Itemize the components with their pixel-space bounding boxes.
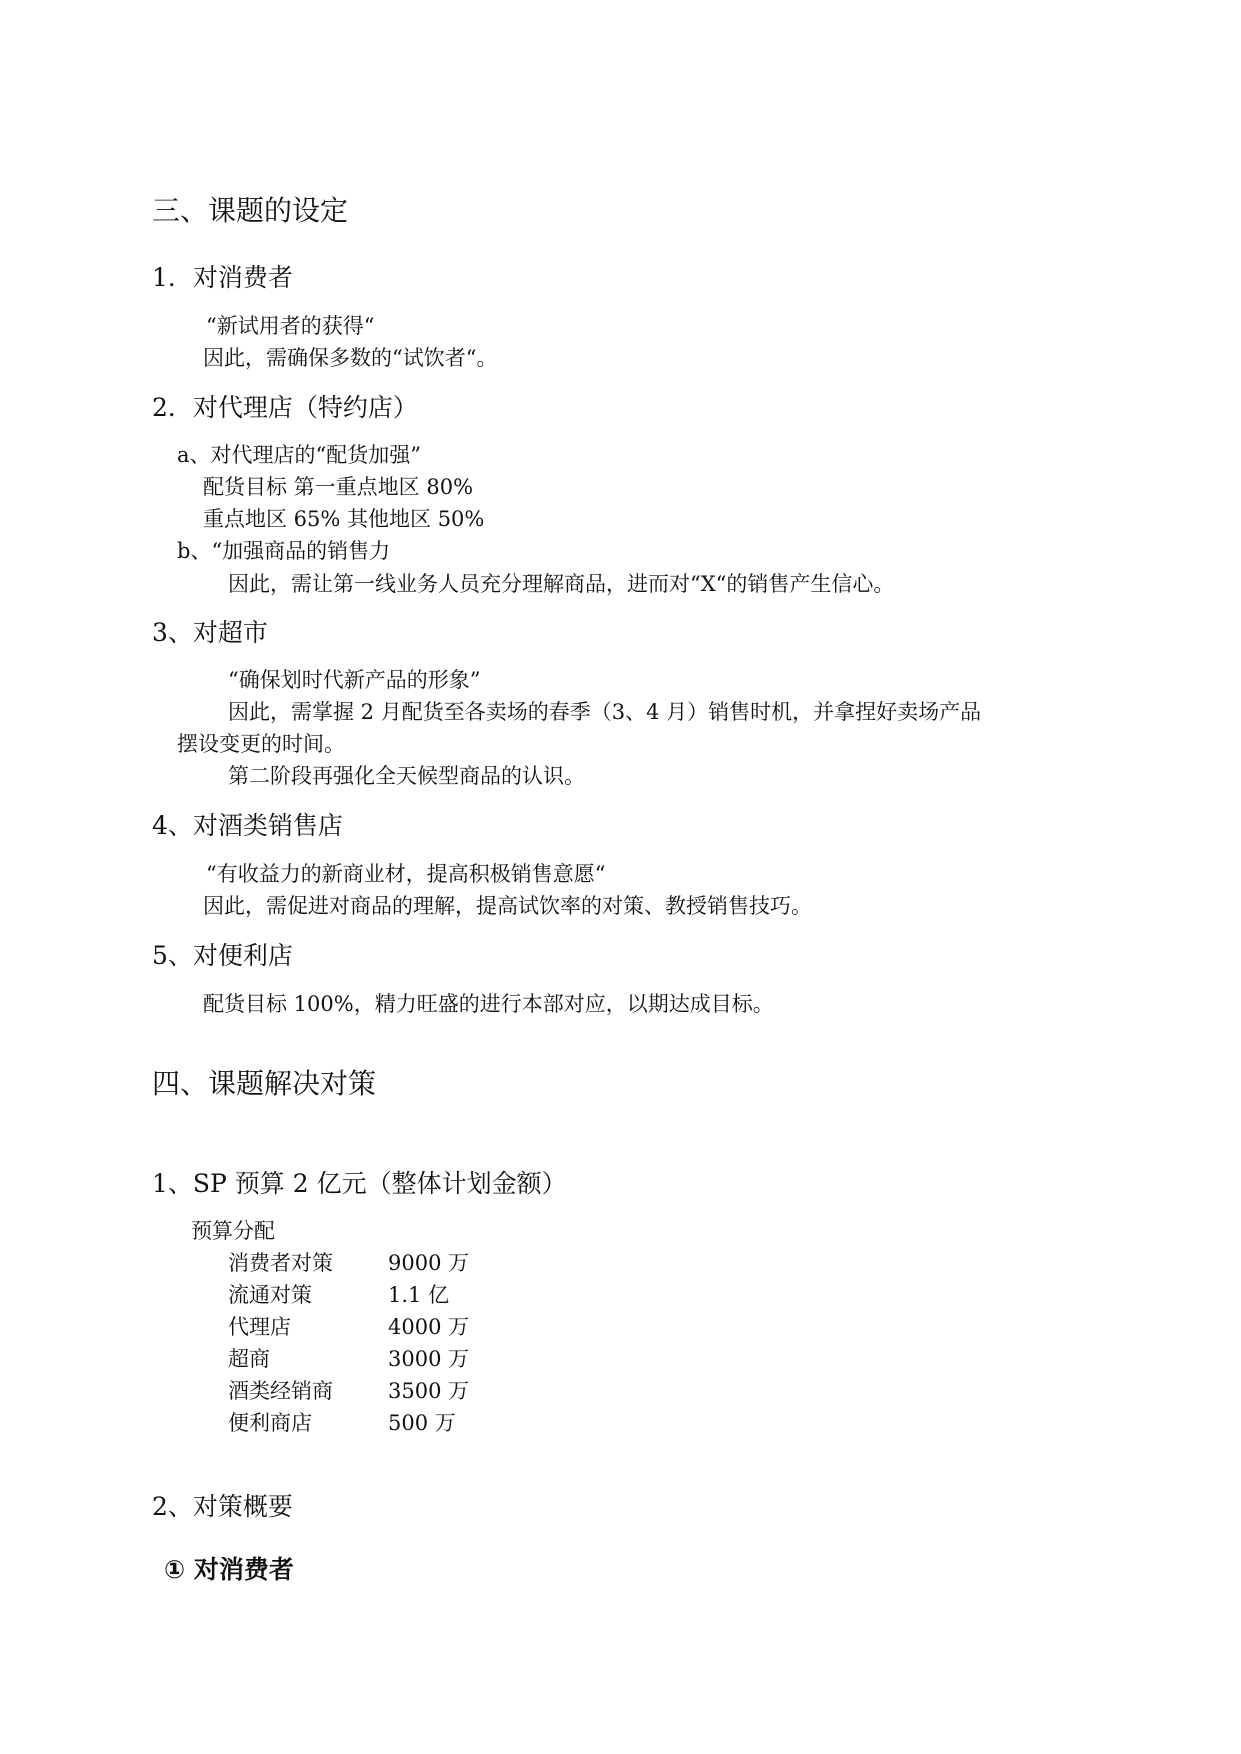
item-3-line-1: “确保划时代新产品的形象” [228, 668, 481, 692]
item-4-line-2: 因此，需促进对商品的理解，提高试饮率的对策、教授销售技巧。 [203, 894, 812, 918]
budget-value: 4000 万 [388, 1315, 470, 1339]
item-2-b-line-1: 因此，需让第一线业务人员充分理解商品，进而对“X“的销售产生信心。 [228, 572, 895, 596]
budget-label: 代理店 [228, 1315, 291, 1339]
item-2-a-line-2: 重点地区 65% 其他地区 50% [203, 507, 485, 531]
item-5-heading: 5、对便利店 [152, 941, 293, 970]
budget-value: 9000 万 [388, 1251, 470, 1275]
item-1-heading: 1．对消费者 [152, 263, 293, 292]
item-3-line-4: 第二阶段再强化全天候型商品的认识。 [228, 764, 585, 788]
budget-label: 消费者对策 [228, 1251, 333, 1275]
budget-value: 500 万 [388, 1411, 456, 1435]
budget-label: 酒类经销商 [228, 1379, 333, 1403]
item-2-a: a、对代理店的“配货加强” [177, 443, 421, 467]
budget-value: 1.1 亿 [388, 1283, 450, 1307]
section-3-title: 三、课题的设定 [152, 194, 349, 227]
budget-table [228, 1253, 628, 1453]
item-5-line-1: 配货目标 100%，精力旺盛的进行本部对应，以期达成目标。 [203, 992, 774, 1016]
item-2-heading: 2．对代理店（特约店） [152, 393, 418, 422]
item-4-line-1: “有收益力的新商业材，提高积极销售意愿“ [206, 862, 606, 886]
budget-value: 3500 万 [388, 1379, 470, 1403]
budget-heading: 1、SP 预算 2 亿元（整体计划金额） [152, 1169, 567, 1198]
item-3-heading: 3、对超市 [152, 618, 268, 647]
measures-heading: 2、对策概要 [152, 1492, 293, 1521]
budget-value: 3000 万 [388, 1347, 470, 1371]
budget-label: 便利商店 [228, 1411, 312, 1435]
item-2-a-line-1: 配货目标 第一重点地区 80% [203, 475, 474, 499]
item-2-b: b、“加强商品的销售力 [177, 539, 391, 563]
consumer-subheading: ① 对消费者 [164, 1555, 294, 1584]
budget-label: 流通对策 [228, 1283, 312, 1307]
section-4-title: 四、课题解决对策 [152, 1067, 377, 1100]
item-3-line-2: 因此，需掌握 2 月配货至各卖场的春季（3、4 月）销售时机，并拿捏好卖场产品 [228, 700, 982, 724]
item-1-line-2: 因此，需确保多数的“试饮者“。 [203, 346, 498, 370]
budget-label: 超商 [228, 1347, 270, 1371]
budget-allocation-label: 预算分配 [191, 1219, 275, 1243]
item-1-line-1: “新试用者的获得“ [206, 314, 375, 338]
item-3-line-3: 摆设变更的时间。 [177, 732, 345, 756]
item-4-heading: 4、对酒类销售店 [152, 811, 343, 840]
